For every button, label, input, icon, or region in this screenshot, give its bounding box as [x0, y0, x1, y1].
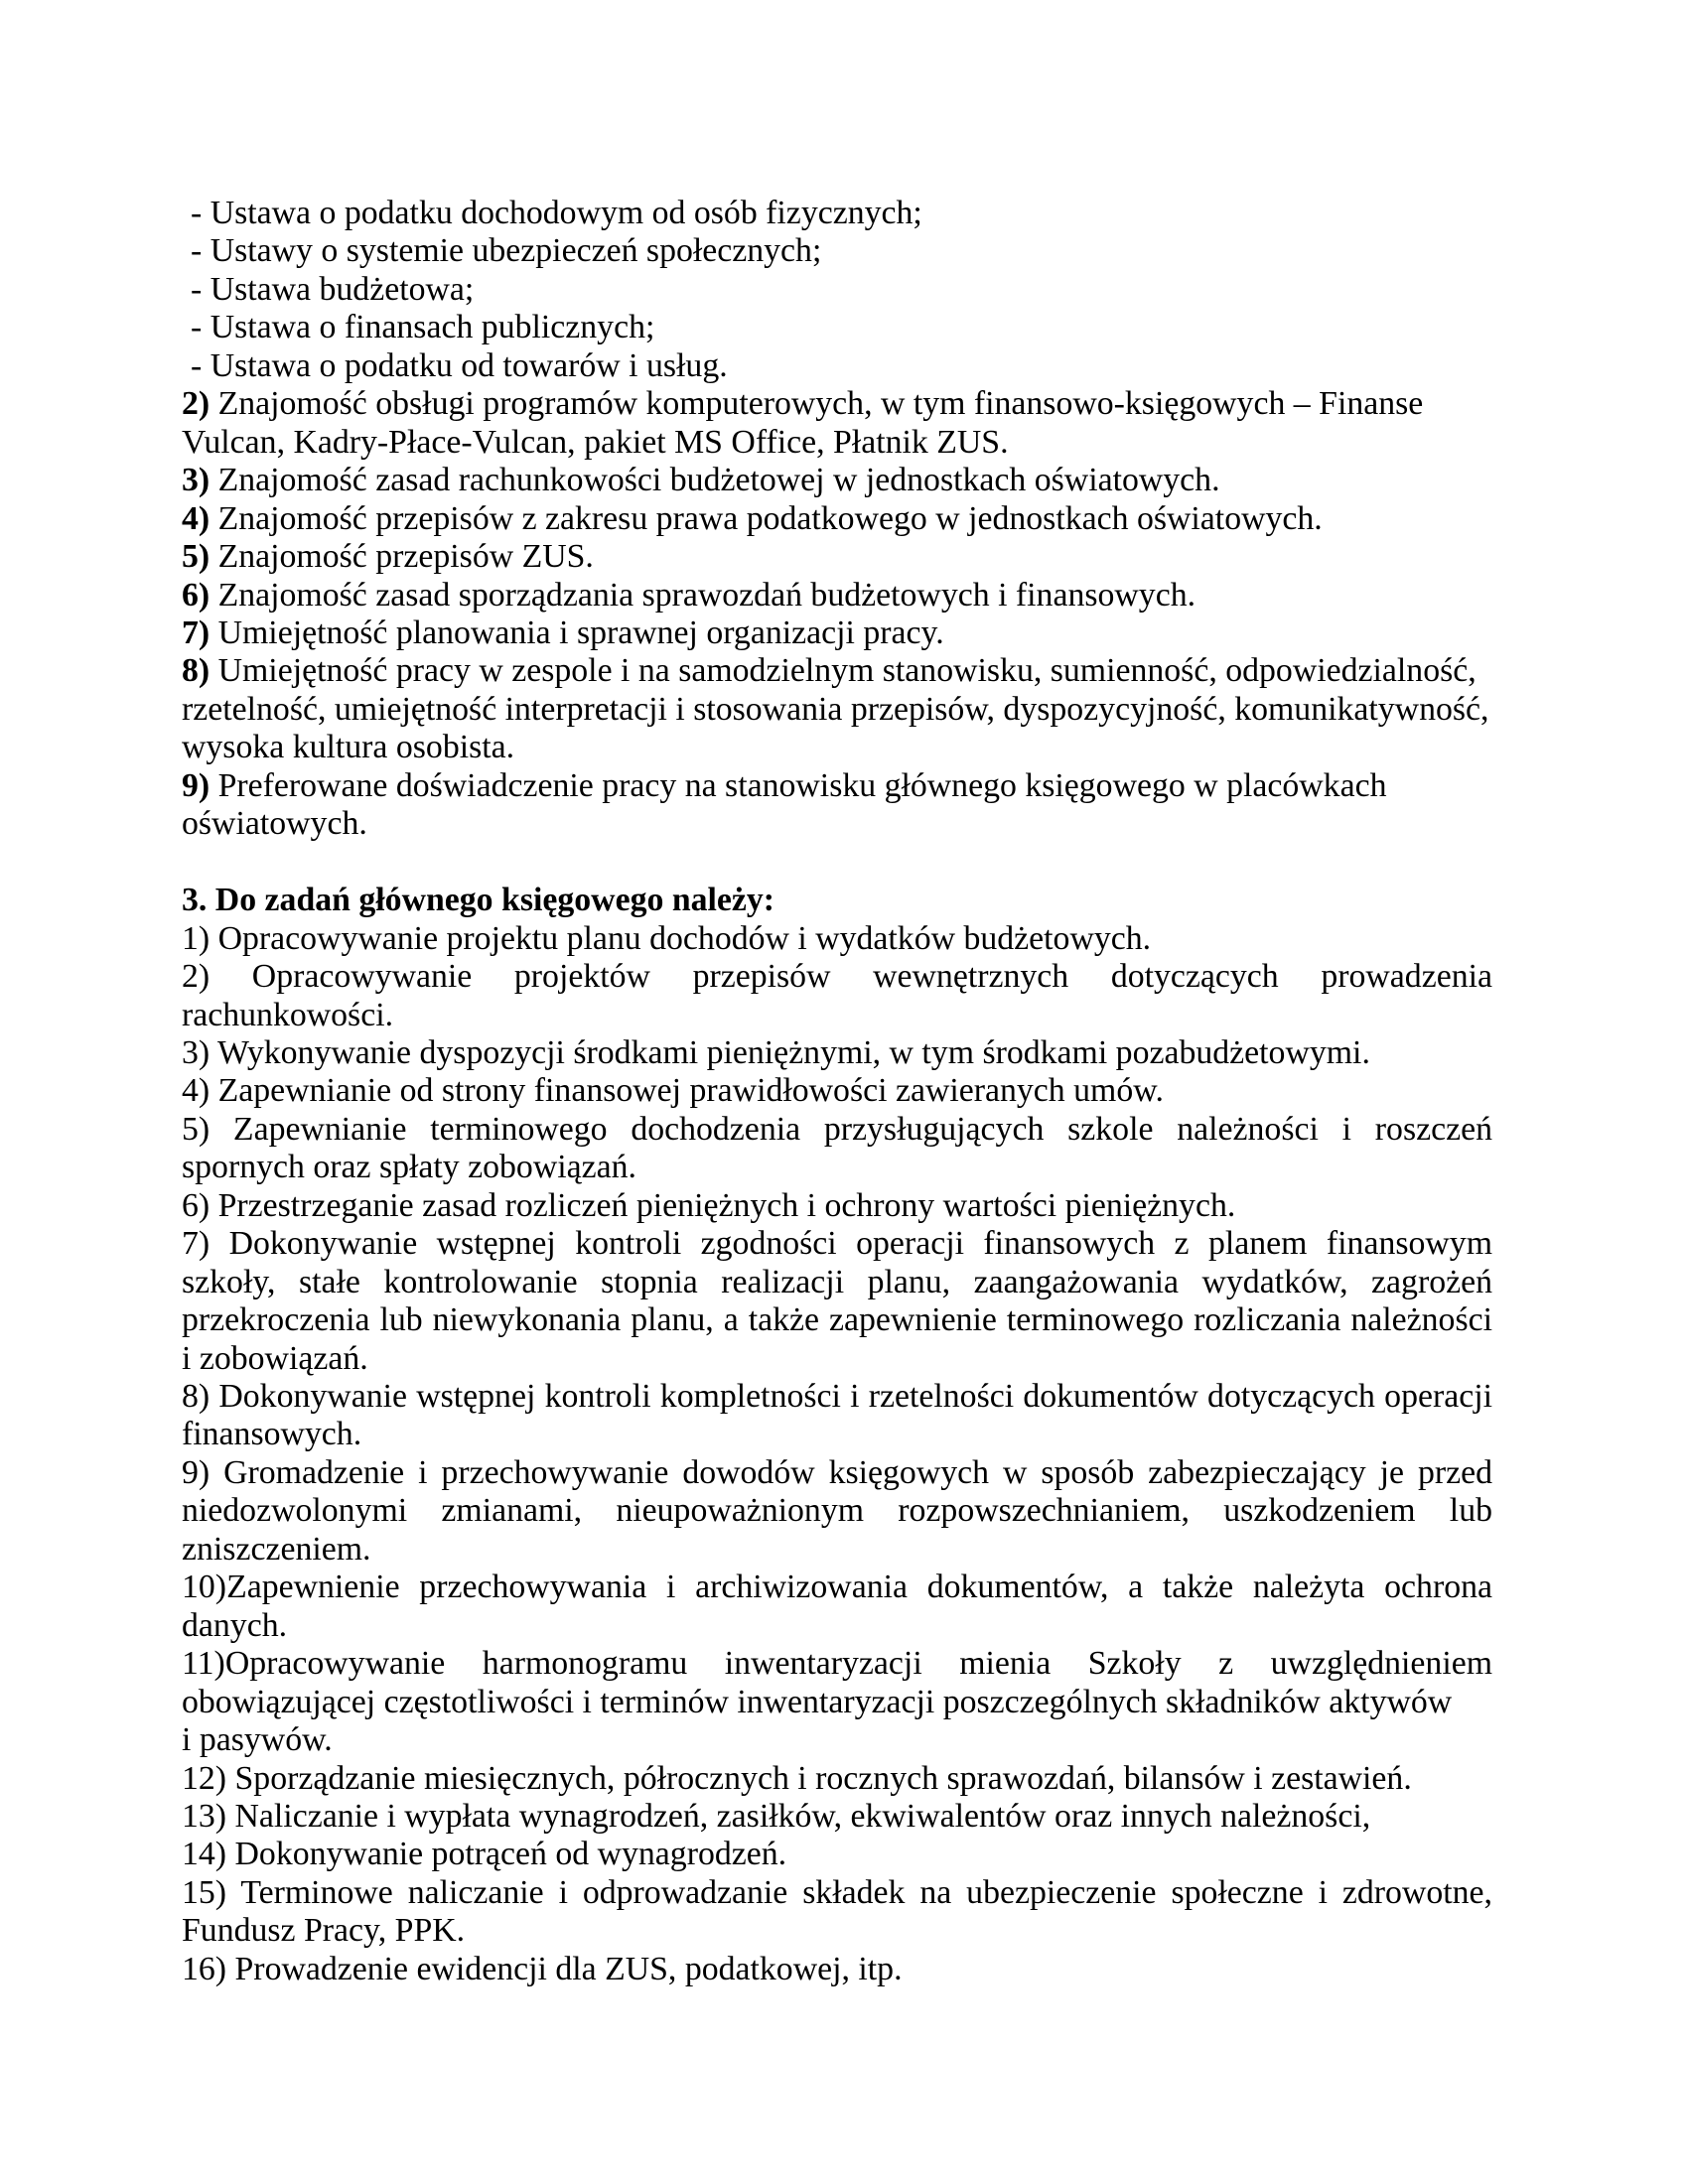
numbered-item	[182, 385, 1492, 462]
blank-line	[182, 844, 1492, 882]
dash-item: - Ustawa budżetowa;	[191, 270, 475, 308]
item-text: Gromadzenie i przechowywanie dowodów księgowych w sposób zabezpieczający je przed niedozwolonymi zmianami, nieupoważnionym rozpowszechnianiem, uszkodzeniem lub zniszczeniem.	[182, 1453, 1492, 1568]
item-text: Znajomość przepisów z zakresu prawa podatkowego w jednostkach oświatowych.	[210, 499, 1323, 537]
item-number: 7)	[182, 1225, 211, 1263]
item-number: 5)	[182, 538, 211, 576]
item-number: 8)	[182, 1378, 211, 1416]
item-text: Dokonywanie potrąceń od wynagrodzeń.	[226, 1836, 787, 1873]
item-text: Sporządzanie miesięcznych, półrocznych i rocznych sprawozdań, bilansów i zestawień.	[226, 1759, 1412, 1797]
item-number: 4)	[182, 1072, 211, 1110]
numbered-item	[182, 614, 1492, 652]
numbered-item	[182, 767, 1492, 844]
item-text: Przestrzeganie zasad rozliczeń pieniężnych i ochrony wartości pieniężnych.	[210, 1186, 1236, 1224]
item-text: Zapewnienie przechowywania i archiwizowania dokumentów, a także należyta ochrona danych.	[182, 1569, 1492, 1644]
item-text: Znajomość obsługi programów komputerowych, w tym finansowo-księgowych – Finanse Vulcan, Kadry-Płace-Vulcan, pakiet MS Office, Płatnik ZUS.	[182, 385, 1424, 461]
numbered-item	[182, 1072, 1492, 1110]
item-text: Preferowane doświadczenie pracy na stanowisku głównego księgowego w placówkach oświatowych.	[182, 766, 1387, 843]
item-number: 14)	[182, 1836, 227, 1873]
item-text: Opracowywanie projektów przepisów wewnętrznych dotyczących prowadzenia rachunkowości.	[182, 958, 1492, 1033]
numbered-item	[182, 1034, 1492, 1072]
numbered-item	[182, 920, 1492, 958]
numbered-item	[182, 1798, 1492, 1836]
numbered-item	[182, 462, 1492, 499]
item-text: Opracowywanie projektu planu dochodów i wydatków budżetowych.	[210, 919, 1152, 957]
dash-item: - Ustawa o podatku od towarów i usług.	[191, 346, 728, 384]
item-number: 9)	[182, 1453, 211, 1491]
numbered-item	[182, 1187, 1492, 1225]
item-number: 2)	[182, 385, 211, 423]
numbered-item	[182, 500, 1492, 538]
item-number: 3)	[182, 1033, 211, 1071]
item-text: Znajomość zasad rachunkowości budżetowej w jednostkach oświatowych.	[210, 462, 1220, 499]
numbered-item	[182, 958, 1492, 1034]
numbered-item	[182, 538, 1492, 576]
item-text: Prowadzenie ewidencji dla ZUS, podatkowej, itp.	[226, 1950, 903, 1987]
numbered-item	[182, 1569, 1492, 1645]
item-number: 11)	[182, 1645, 225, 1683]
item-text-line: Opracowywanie harmonogramu inwentaryzacji mienia Szkoły z uwzględnieniem obowiązującej częstotliwości i terminów inwentaryzacji poszczególnych składników aktywów	[182, 1645, 1492, 1720]
item-number: 7)	[182, 614, 211, 651]
dash-item: - Ustawa o finansach publicznych;	[191, 309, 655, 346]
item-number: 16)	[182, 1950, 227, 1987]
item-number: 10)	[182, 1569, 227, 1606]
numbered-item	[182, 1645, 1492, 1759]
numbered-item	[182, 1378, 1492, 1454]
item-number: 6)	[182, 1186, 211, 1224]
numbered-item	[182, 1454, 1492, 1569]
item-number: 8)	[182, 652, 211, 690]
dash-item: - Ustawa o podatku dochodowym od osób fizycznych;	[191, 195, 922, 231]
item-number: 15)	[182, 1873, 227, 1911]
item-number: 5)	[182, 1110, 211, 1148]
item-text: Znajomość przepisów ZUS.	[210, 538, 594, 576]
item-number: 9)	[182, 766, 211, 804]
numbered-item	[182, 1111, 1492, 1187]
item-number: 2)	[182, 958, 211, 996]
numbered-item	[182, 1760, 1492, 1798]
item-text: Umiejętność planowania i sprawnej organizacji pracy.	[210, 614, 944, 651]
item-text: Dokonywanie wstępnej kontroli zgodności operacji finansowych z planem finansowym szkoły, stałe kontrolowanie stopnia realizacji planu, zaangażowania wydatków, zagrożeń przekroczenia lub niewykonania planu, a także zapewnienie terminowego rozliczania należności i zobowiązań.	[182, 1225, 1492, 1377]
dash-item: - Ustawy o systemie ubezpieczeń społecznych;	[191, 232, 822, 270]
numbered-item	[182, 1836, 1492, 1873]
item-number: 1)	[182, 919, 211, 957]
numbered-item	[182, 1874, 1492, 1951]
item-text-line: i pasywów.	[182, 1721, 333, 1759]
item-text: Wykonywanie dyspozycji środkami pieniężnymi, w tym środkami pozabudżetowymi.	[210, 1033, 1370, 1071]
document-body	[182, 195, 1492, 1988]
item-text: Terminowe naliczanie i odprowadzanie składek na ubezpieczenie społeczne i zdrowotne, Fundusz Pracy, PPK.	[182, 1873, 1492, 1950]
item-text: Naliczanie i wypłata wynagrodzeń, zasiłków, ekwiwalentów oraz innych należności,	[226, 1798, 1371, 1836]
numbered-item	[182, 652, 1492, 766]
item-number: 13)	[182, 1798, 227, 1836]
item-number: 6)	[182, 576, 211, 614]
item-text: Zapewnianie terminowego dochodzenia przysługujących szkole należności i roszczeń spornych oraz spłaty zobowiązań.	[182, 1110, 1492, 1186]
item-number: 4)	[182, 499, 211, 537]
numbered-item	[182, 1225, 1492, 1378]
item-text: Dokonywanie wstępnej kontroli kompletności i rzetelności dokumentów dotyczących operacji finansowych.	[182, 1378, 1492, 1453]
item-number: 3)	[182, 462, 211, 499]
item-text: Zapewnianie od strony finansowej prawidłowości zawieranych umów.	[210, 1072, 1164, 1110]
item-text: Znajomość zasad sporządzania sprawozdań budżetowych i finansowych.	[210, 576, 1196, 614]
numbered-item	[182, 577, 1492, 614]
numbered-item	[182, 1951, 1492, 1988]
section-heading: 3. Do zadań głównego księgowego należy:	[182, 882, 775, 919]
item-text: Umiejętność pracy w zespole i na samodzielnym stanowisku, sumienność, odpowiedzialność, rzetelność, umiejętność interpretacji i stosowania przepisów, dyspozycyjność, komunikatywność, wysoka kultura osobista.	[182, 652, 1489, 766]
item-number: 12)	[182, 1759, 227, 1797]
